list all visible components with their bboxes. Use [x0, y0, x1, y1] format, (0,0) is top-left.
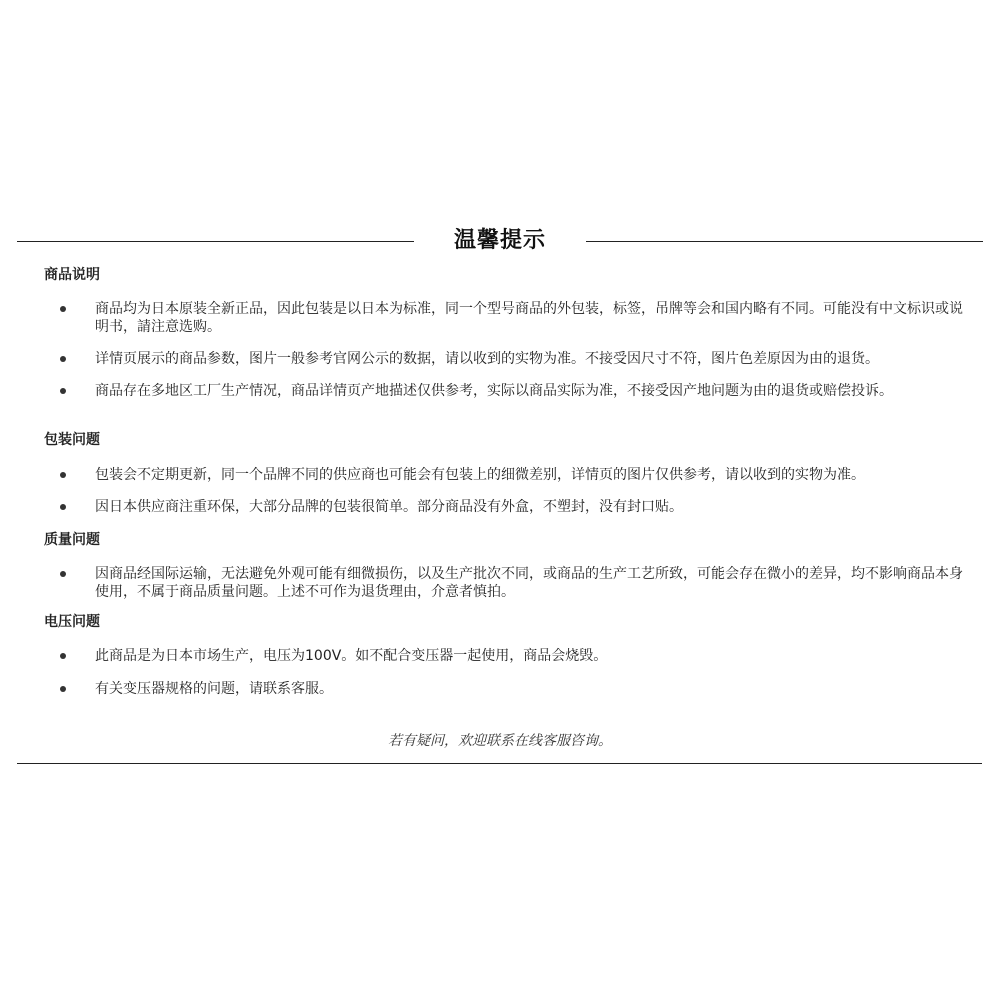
list-item — [60, 565, 963, 601]
list-item — [60, 498, 960, 516]
bullet-icon — [60, 571, 66, 577]
list-item — [60, 382, 960, 418]
bullet-icon — [60, 653, 66, 659]
bullet-icon — [60, 686, 66, 692]
list-item-text: 此商品是为日本市场生产，电压为100V。如不配合变压器一起使用，商品会烧毁。 — [95, 648, 608, 664]
list-item — [60, 647, 960, 665]
list-item — [60, 680, 960, 698]
list-item-text: 有关变压器规格的问题，请联系客服。 — [95, 681, 333, 697]
list-item-text: 详情页展示的商品参数，图片一般参考官网公示的数据，请以收到的实物为准。不接受因尺寸不符，图片色差原因为由的退货。 — [95, 351, 879, 367]
footer-divider — [17, 763, 982, 764]
section-heading-voltage: 电压问题 — [44, 614, 100, 630]
title-divider-right — [586, 241, 983, 242]
section-heading-packaging: 包装问题 — [44, 432, 100, 448]
page-title: 温馨提示 — [453, 228, 546, 253]
section-heading-product: 商品说明 — [44, 267, 100, 283]
list-item-text: 因日本供应商注重环保，大部分品牌的包装很简单。部分商品没有外盒，不塑封，没有封口贴。 — [95, 499, 683, 515]
list-item — [60, 466, 960, 484]
section-heading-quality: 质量问题 — [44, 532, 100, 548]
bullet-icon — [60, 504, 66, 510]
list-item-text: 包装会不定期更新，同一个品牌不同的供应商也可能会有包装上的细微差别，详情页的图片仅供参考，请以收到的实物为准。 — [95, 467, 865, 483]
title-row — [0, 224, 1000, 258]
bullet-icon — [60, 388, 66, 394]
list-item — [60, 300, 963, 336]
list-item — [60, 350, 960, 368]
list-item-text: 商品存在多地区工厂生产情况，商品详情页产地描述仅供参考，实际以商品实际为准，不接受因产地问题为由的退货或赔偿投诉。 — [95, 383, 893, 399]
list-item-text: 因商品经国际运输，无法避免外观可能有细微损伤，以及生产批次不同，或商品的生产工艺所致，可能会存在微小的差异，均不影响商品本身使用，不属于商品质量问题。上述不可作为退货理由，介意者慎拍。 — [95, 566, 963, 600]
bullet-icon — [60, 472, 66, 478]
bullet-icon — [60, 306, 66, 312]
title-divider-left — [17, 241, 414, 242]
list-item-text: 商品均为日本原装全新正品，因此包装是以日本为标准，同一个型号商品的外包装，标签，吊牌等会和国内略有不同。可能没有中文标识或说明书，請注意选购。 — [95, 301, 963, 335]
bullet-icon — [60, 356, 66, 362]
footer-note: 若有疑问，欢迎联系在线客服咨询。 — [388, 733, 612, 749]
